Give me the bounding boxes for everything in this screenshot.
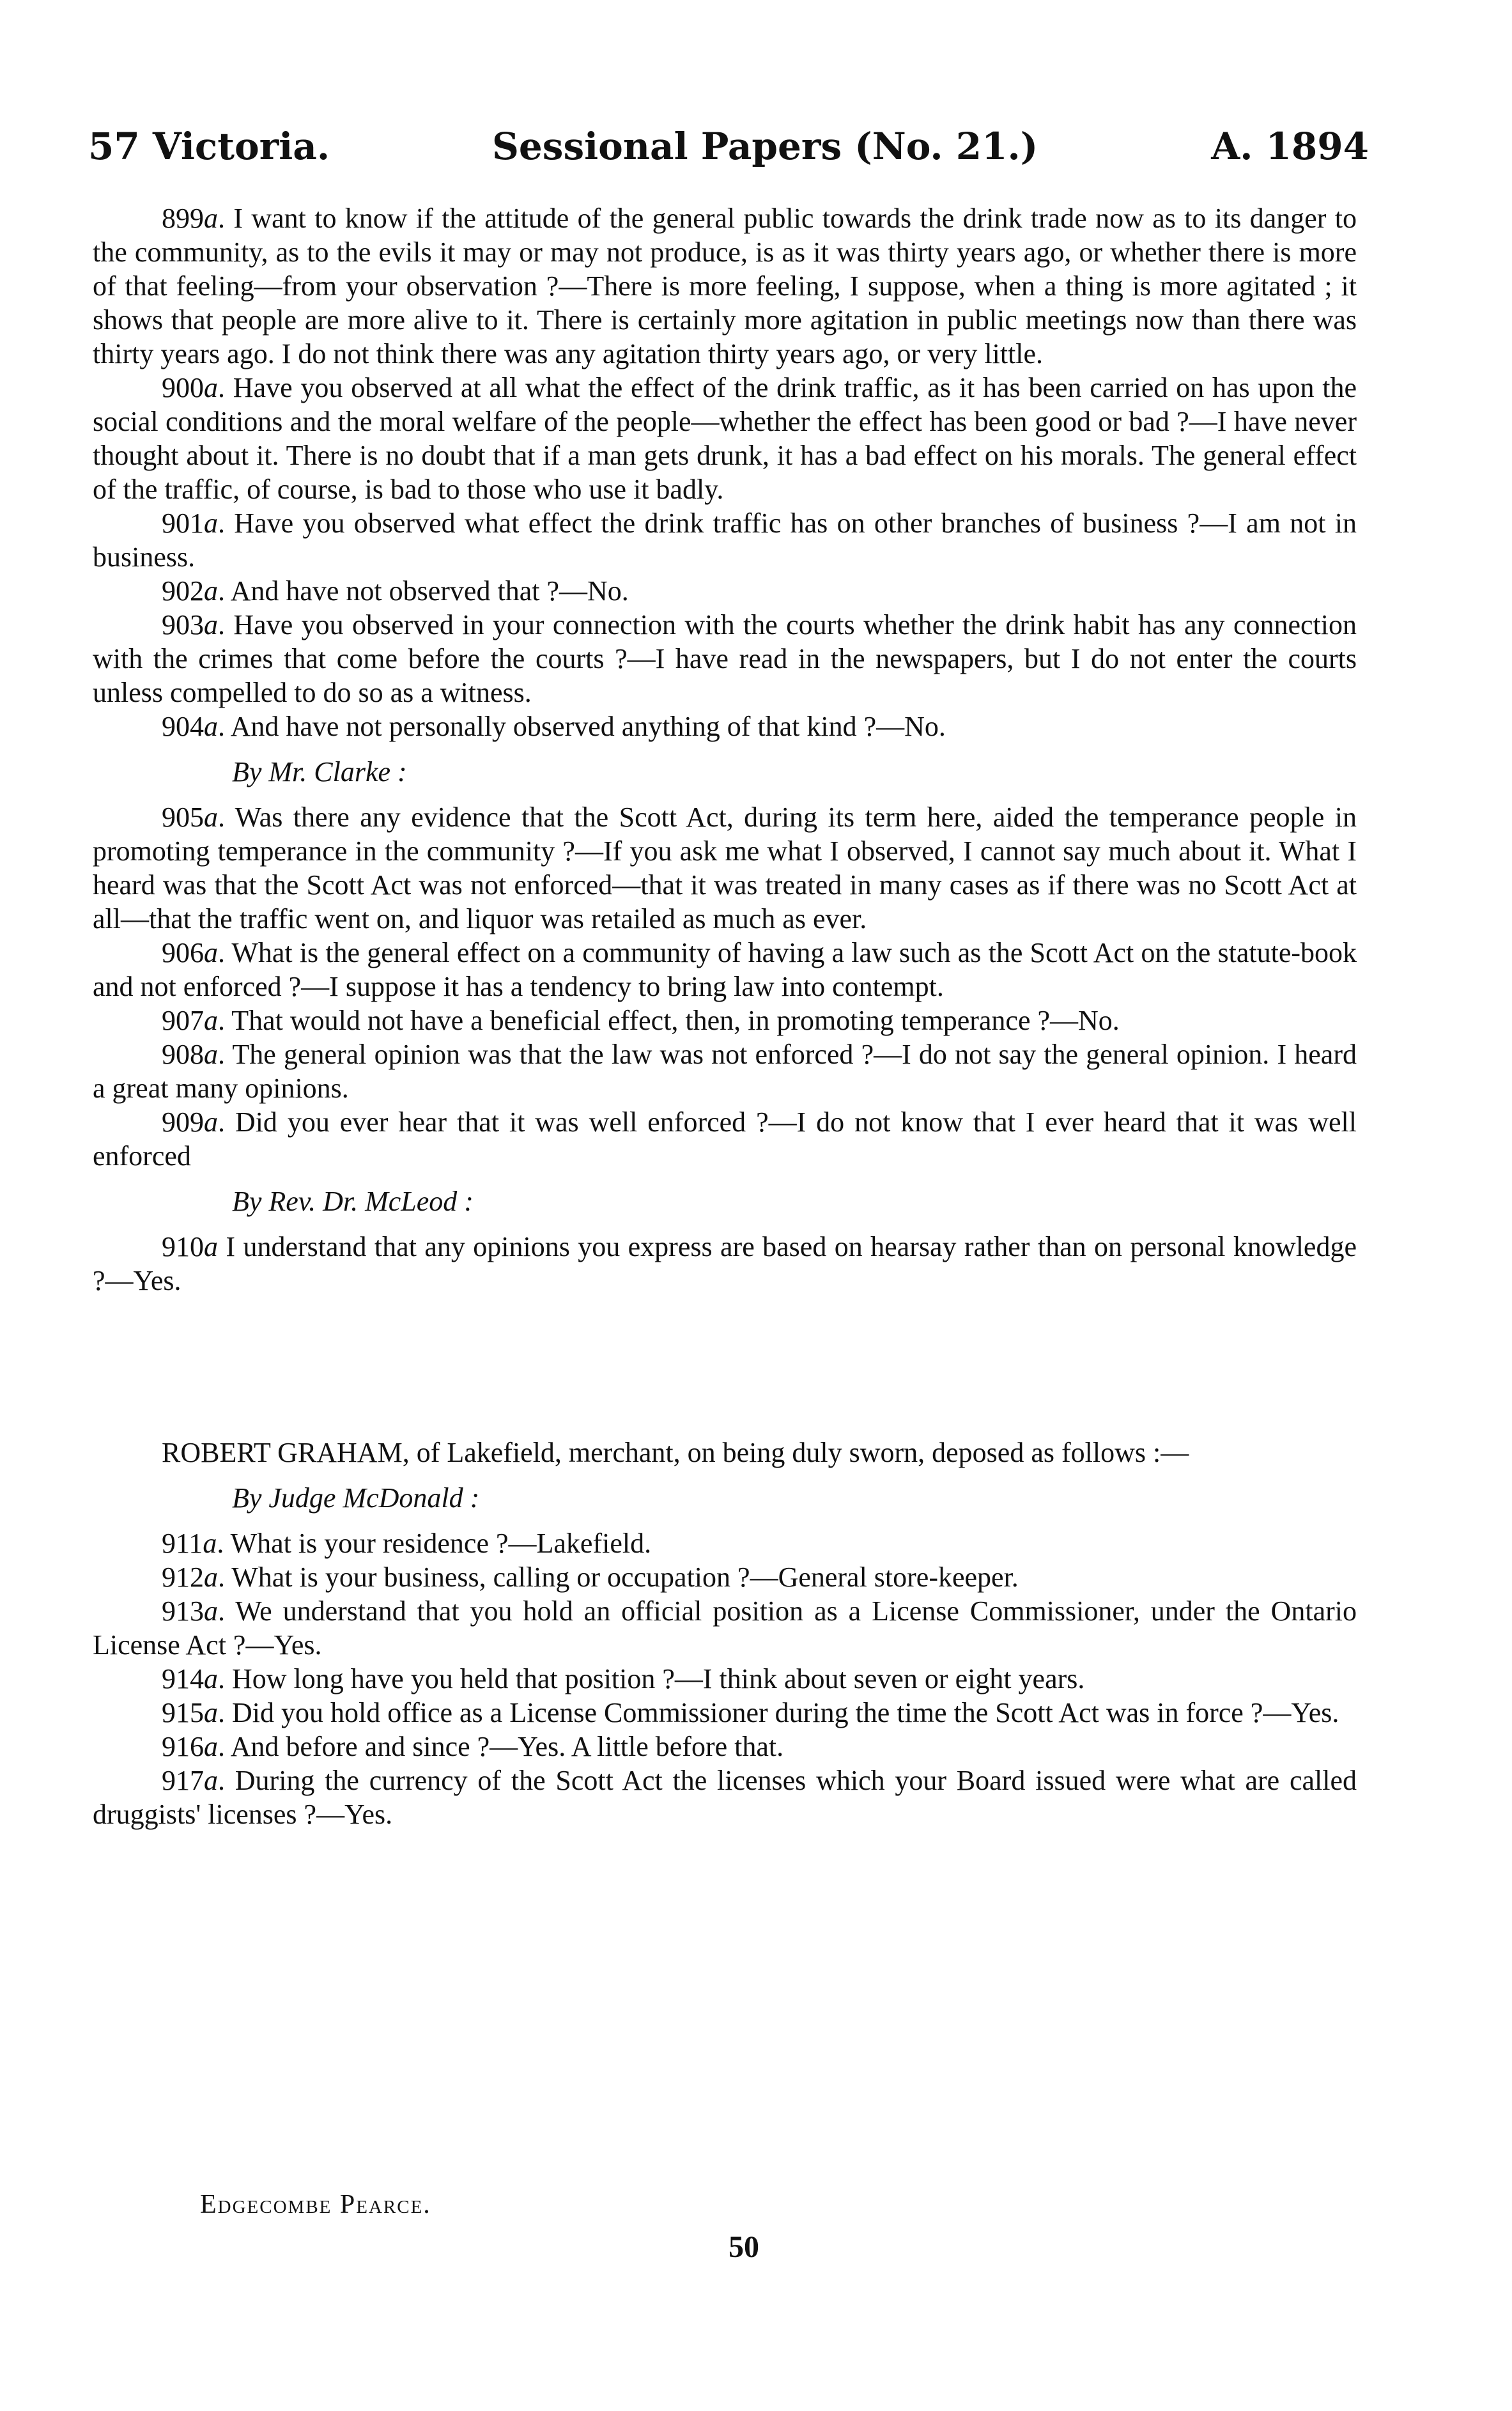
running-header	[88, 125, 1369, 182]
question-899a: 899a. I want to know if the attitude of the general public towards the drink trade now as to its danger to the community, as to the evils it may or may not produce, is as it was thirty years ago, or whether there is more of that feeling—from your observation ?—There is more feeling, I suppose, when a thing is more agitated ; it shows that people are more alive to it. There is certainly more agitation in public meetings now than there was thirty years ago. I do not think there was any agitation thirty years ago, or very little.	[93, 203, 1357, 369]
section-gap	[93, 1298, 1357, 1436]
page-number: 50	[729, 2230, 759, 2264]
question-906a: 906a. What is the general effect on a community of having a law such as the Scott Act on the statute-book and not enforced ?—I suppose it has a tendency to bring law into contempt.	[93, 937, 1357, 1002]
witness-introduction: ROBERT GRAHAM, of Lakefield, merchant, on being duly sworn, deposed as follows :—	[162, 1437, 1189, 1468]
question-909a: 909a. Did you ever hear that it was well enforced ?—I do not know that I ever heard that it was well enforced	[93, 1106, 1357, 1172]
question-902a: 902a. And have not observed that ?—No.	[162, 575, 629, 607]
question-912a: 912a. What is your business, calling or occupation ?—General store-keeper.	[162, 1562, 1019, 1593]
question-917a: 917a. During the currency of the Scott Act the licenses which your Board issued were what are called druggists' licenses ?—Yes.	[93, 1765, 1357, 1830]
question-907a: 907a. That would not have a beneficial effect, then, in promoting temperance ?—No.	[162, 1005, 1120, 1036]
question-905a: 905a. Was there any evidence that the Scott Act, during its term here, aided the temperance people in promoting temperance in the community ?—If you ask me what I observed, I cannot say much about it. What I heard was that the Scott Act was not enforced—that it was treated in many cases as if there was no Scott Act at all—that the traffic went on, and liquor was retailed as much as ever.	[93, 802, 1357, 934]
question-913a: 913a. We understand that you hold an official position as a License Commissioner, under the Ontario License Act ?—Yes.	[93, 1595, 1357, 1661]
testimony-body	[93, 201, 1357, 1831]
question-914a: 914a. How long have you held that position ?—I think about seven or eight years.	[162, 1663, 1085, 1694]
question-908a: 908a. The general opinion was that the law was not enforced ?—I do not say the general opinion. I heard a great many opinions.	[93, 1039, 1357, 1104]
header-series: Sessional Papers (No. 21.)	[492, 125, 1038, 168]
question-904a: 904a. And have not personally observed anything of that kind ?—No.	[162, 711, 946, 742]
examiner-heading-clarke: By Mr. Clarke :	[232, 756, 407, 787]
reporter-signature: Edgecombe Pearce.	[200, 2190, 431, 2219]
header-volume: 57 Victoria.	[88, 125, 330, 168]
question-903a: 903a. Have you observed in your connection with the courts whether the drink habit has any connection with the crimes that come before the courts ?—I have read in the newspapers, but I do not enter the courts unless compelled to do so as a witness.	[93, 609, 1357, 708]
question-900a: 900a. Have you observed at all what the effect of the drink traffic, as it has been carried on has upon the social conditions and the moral welfare of the people—whether the effect has been good or bad ?—I have never thought about it. There is no doubt that if a man gets drunk, it has a bad effect on his morals. The general effect of the traffic, of course, is bad to those who use it badly.	[93, 372, 1357, 505]
question-910a: 910a I understand that any opinions you express are based on hearsay rather than on personal knowledge ?—Yes.	[93, 1231, 1357, 1296]
question-915a: 915a. Did you hold office as a License Commissioner during the time the Scott Act was in force ?—Yes.	[162, 1697, 1339, 1728]
question-901a: 901a. Have you observed what effect the drink traffic has on other branches of business ?—I am not in business.	[93, 508, 1357, 573]
examiner-heading-mcdonald: By Judge McDonald :	[232, 1482, 480, 1514]
question-916a: 916a. And before and since ?—Yes. A little before that.	[162, 1731, 784, 1762]
header-year: A. 1894	[1211, 125, 1369, 168]
question-911a: 911a. What is your residence ?—Lakefield.	[162, 1528, 652, 1559]
examiner-heading-mcleod: By Rev. Dr. McLeod :	[232, 1186, 474, 1217]
